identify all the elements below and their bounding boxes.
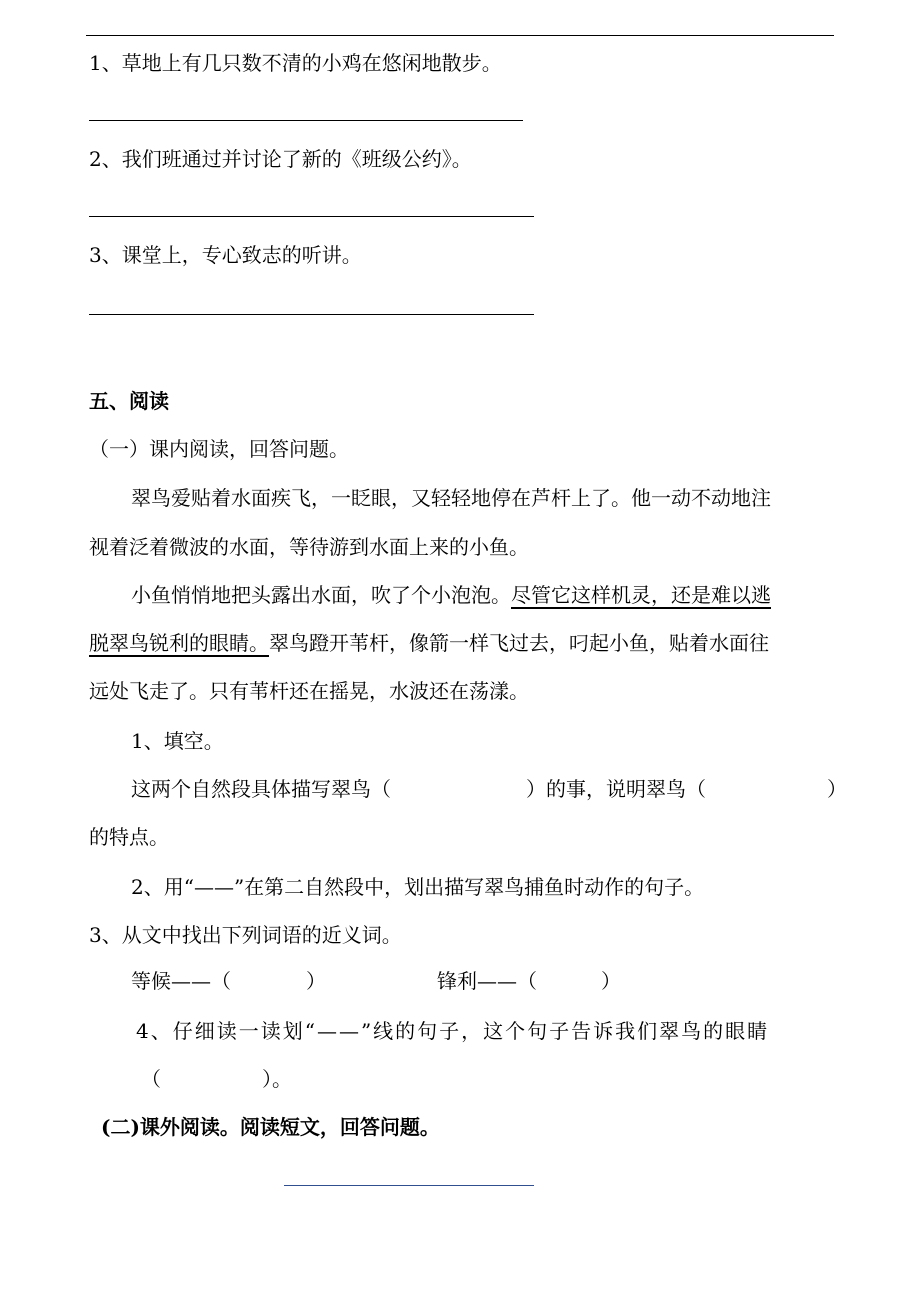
q1-fill-a: 这两个自然段具体描写翠鸟（ <box>131 777 391 801</box>
rewrite-question-1: 1、草地上有几只数不清的小鸡在悠闲地散步。 <box>89 51 502 75</box>
underlined-sentence: 尽管它这样机灵，还是难以逃 <box>511 583 771 607</box>
passage-para2-line1 <box>131 582 771 608</box>
passage-para1-line2: 视着泛着微波的水面，等待游到水面上来的小鱼。 <box>89 535 529 559</box>
footer-rule <box>284 1185 534 1186</box>
rewrite-question-3: 3、课堂上，专心致志的听讲。 <box>89 243 362 267</box>
answer-line-3 <box>89 314 534 315</box>
q3-item-2: 锋利——（ <box>437 969 537 993</box>
q3-item-2-close: ） <box>601 969 621 993</box>
q3-item-1-close: ） <box>306 969 326 993</box>
q4-fill-open: （ <box>141 1067 161 1091</box>
rewrite-question-2: 2、我们班通过并讨论了新的《班级公约》。 <box>89 147 472 171</box>
passage-text: 翠鸟蹬开苇杆，像箭一样飞过去，叼起小鱼，贴着水面往 <box>269 631 769 655</box>
q3-item-1: 等候——（ <box>131 969 231 993</box>
passage-para2-line2 <box>89 630 769 656</box>
q1-fill-c: ） <box>827 777 847 801</box>
passage-para2-line3: 远处飞走了。只有苇杆还在摇晃，水波还在荡漾。 <box>89 679 529 703</box>
q2: 2、用“——”在第二自然段中，划出描写翠鸟捕鱼时动作的句子。 <box>131 875 705 899</box>
answer-line-2 <box>89 216 534 217</box>
q4-line1: 4、仔细读一读划“——”线的句子，这个句子告诉我们翠鸟的眼睛 <box>136 1019 770 1043</box>
passage-para1-line1: 翠鸟爱贴着水面疾飞，一眨眼，又轻轻地停在芦杆上了。他一动不动地注 <box>131 486 771 510</box>
top-rule <box>86 35 834 36</box>
passage-text: 小鱼悄悄地把头露出水面，吹了个小泡泡。 <box>131 583 511 607</box>
part2-title: (二)课外阅读。阅读短文，回答问题。 <box>101 1115 440 1139</box>
q4-fill-close: ）。 <box>262 1067 292 1091</box>
section-title: 五、阅读 <box>89 389 169 413</box>
underlined-sentence: 脱翠鸟锐利的眼睛。 <box>89 631 269 655</box>
answer-line-1 <box>89 120 523 121</box>
q1-fill-b: ）的事，说明翠鸟（ <box>526 777 706 801</box>
q1-fill-d: 的特点。 <box>89 825 169 849</box>
q1-title: 1、填空。 <box>131 729 224 753</box>
q3-title: 3、从文中找出下列词语的近义词。 <box>89 923 402 947</box>
part1-title: （一）课内阅读，回答问题。 <box>89 437 349 461</box>
